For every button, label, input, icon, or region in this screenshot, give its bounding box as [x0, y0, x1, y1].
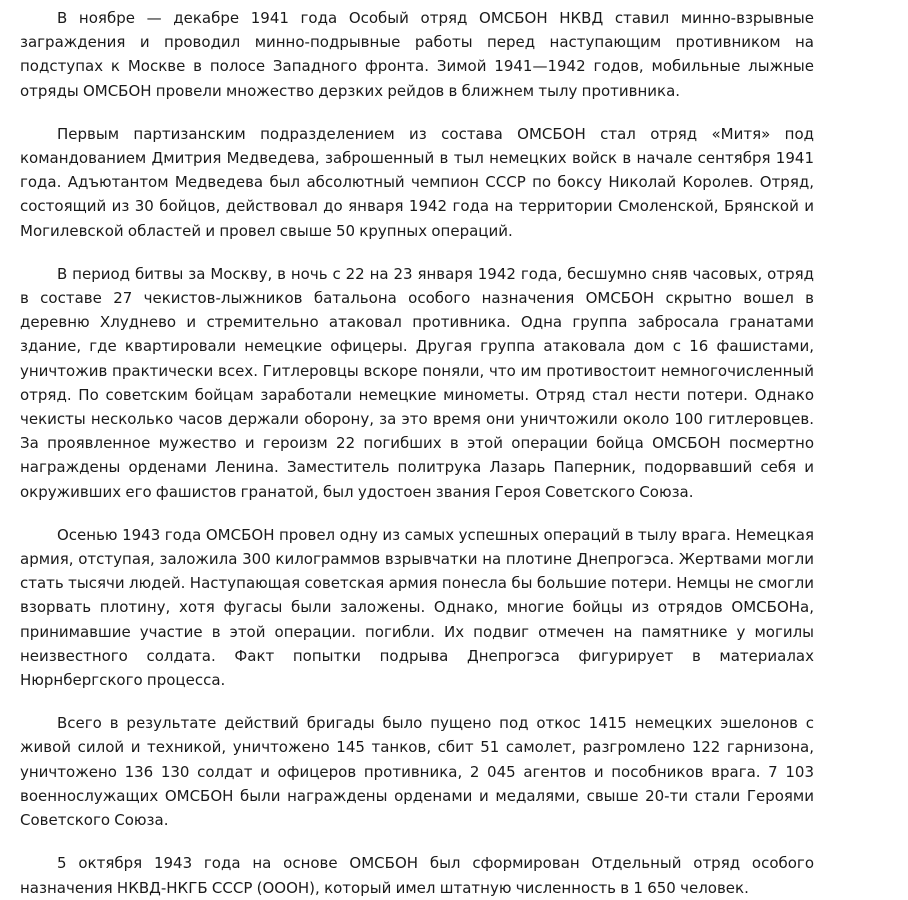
paragraph-1941-minefields: В ноябре — декабре 1941 года Особый отряд ОМСБОН НКВД ставил минно-взрывные заграждения и проводил минно-подрывные работы перед наступающим противником на подступах к Москве в полосе Западного фронта. Зимой 1941—1942 годов, мобильные лыжные отряды ОМСБОН провели множество дерзких рейдов в ближнем тылу противника.	[20, 9, 814, 100]
paragraph-mitya-detachment: Первым партизанским подразделением из состава ОМСБОН стал отряд «Митя» под командованием Дмитрия Медведева, заброшенный в тыл немецких войск в начале сентября 1941 года. Адъютантом Медведева был абсолютный чемпион СССР по боксу Николай Королев. Отряд, состоящий из 30 бойцов, действовал до января 1942 года на территории Смоленской, Брянской и Могилевской областей и провел свыше 50 крупных операций.	[20, 124, 814, 240]
paragraph-ooon-formation: 5 октября 1943 года на основе ОМСБОН был сформирован Отдельный отряд особого назначения НКВД-НКГБ СССР (ОООН), который имел штатную численность в 1 650 человек.	[20, 854, 814, 897]
paragraph-khludnevo-raid: В период битвы за Москву, в ночь с 22 на 23 января 1942 года, бесшумно сняв часовых, отряд в составе 27 чекистов-лыжников батальона особого назначения ОМСБОН скрытно вошел в деревню Хлуднево и стремительно атаковал противника. Одна группа забросала гранатами здание, где квартировали немецкие офицеры. Другая группа атаковала дом с 16 фашистами, уничтожив практически всех. Гитлеровцы вскоре поняли, что им противостоит немногочисленный отряд. По советским бойцам заработали немецкие минометы. Отряд стал нести потери. Однако чекисты несколько часов держали оборону, за это время они уничтожили около 100 гитлеровцев. За проявленное мужество и героизм 22 погибших в этой операции бойца ОМСБОН посмертно награждены орденами Ленина. Заместитель политрука Лазарь Паперник, подорвавший себя и окруживших его фашистов гранатой, был удостоен звания Героя Советского Союза.	[20, 264, 814, 501]
paragraph-brigade-results: Всего в результате действий бригады было пущено под откос 1415 немецких эшелонов с живой силой и техникой, уничтожено 145 танков, сбит 51 самолет, разгромлено 122 гарнизона, уничтожено 136 130 солдат и офицеров противника, 2 045 агентов и пособников врага. 7 103 военнослужащих ОМСБОН были награждены орденами и медалями, свыше 20-ти стали Героями Советского Союза.	[20, 714, 814, 830]
paragraph-dneproges-operation: Осенью 1943 года ОМСБОН провел одну из самых успешных операций в тылу врага. Немецкая армия, отступая, заложила 300 килограммов взрывчатки на плотине Днепрогэса. Жертвами могли стать тысячи людей. Наступающая советская армия понесла бы большие потери. Немцы не смогли взорвать плотину, хотя фугасы были заложены. Однако, многие бойцы из отрядов ОМСБОНа, принимавшие участие в этой операции. погибли. Их подвиг отмечен на памятнике у могилы неизвестного солдата. Факт попытки подрыва Днепрогэса фигурирует в материалах Нюрнбергского процесса.	[20, 525, 814, 690]
